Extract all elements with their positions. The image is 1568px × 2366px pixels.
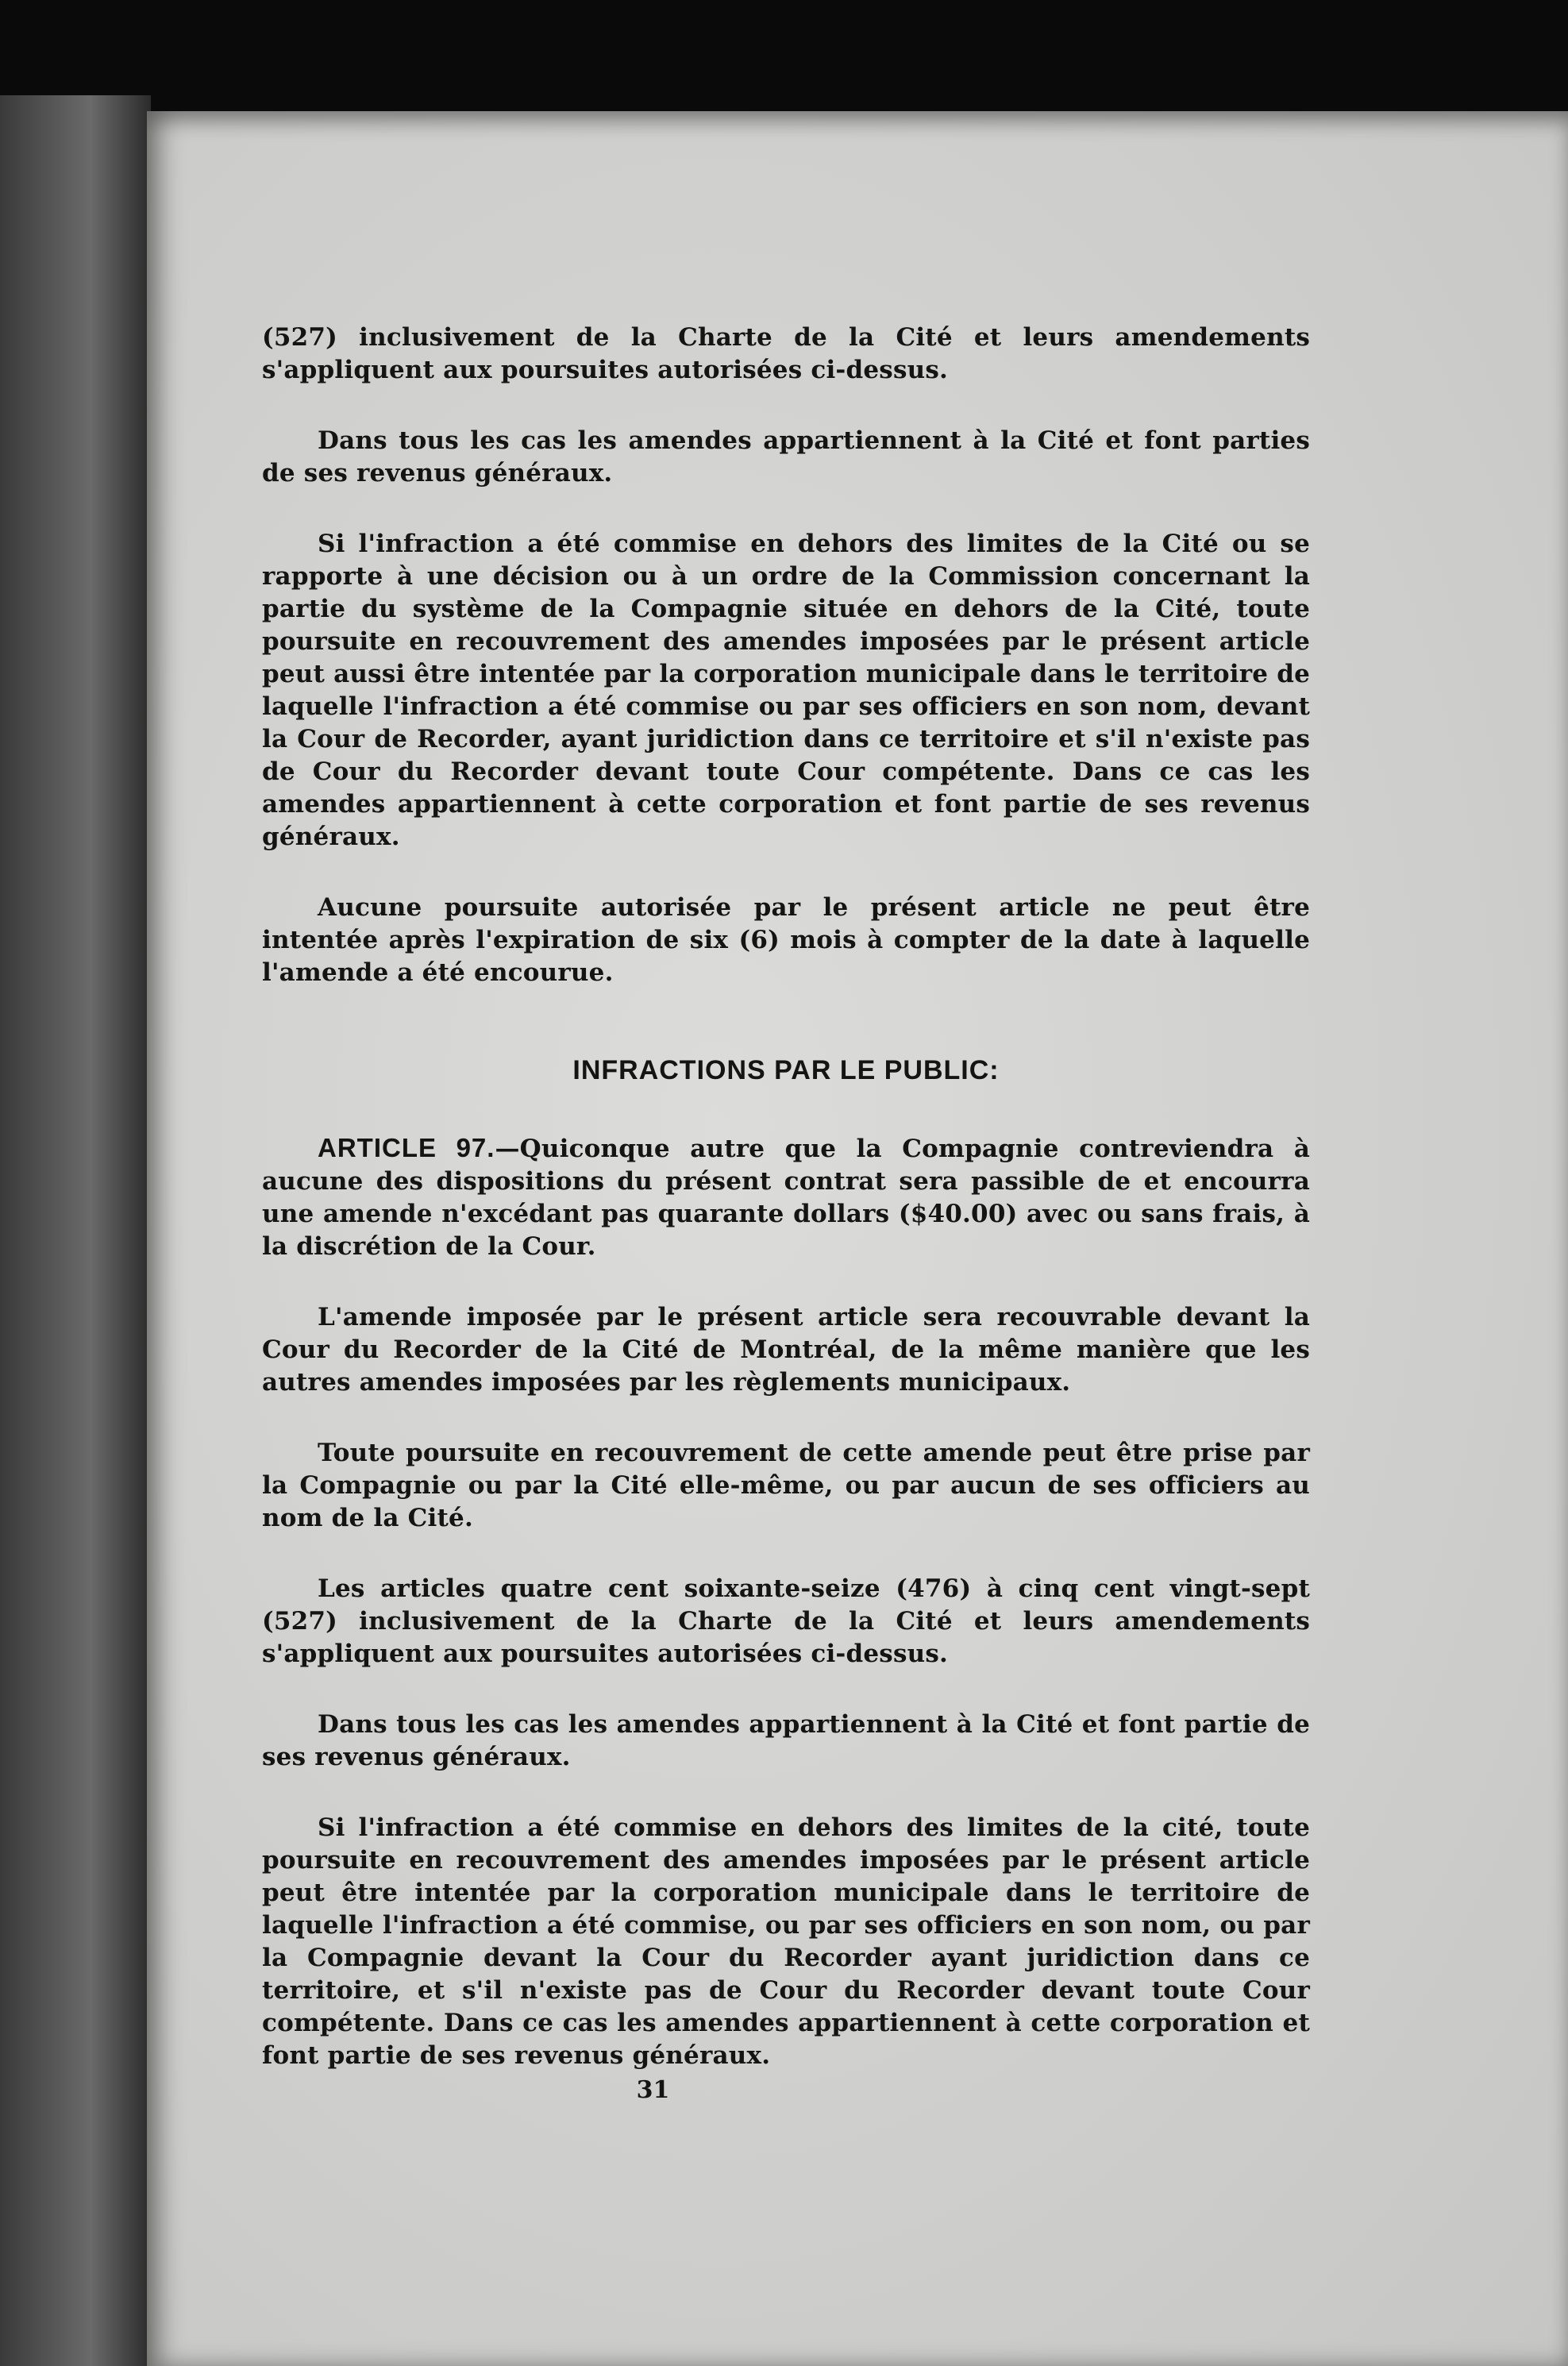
paragraph: Toute poursuite en recouvrement de cette amende peut être prise par la Compagnie ou par la Cité elle-même, ou par aucun de ses officiers au nom de la Cité. (262, 1439, 1310, 1532)
paragraph: L'amende imposée par le présent article sera recouvrable devant la Cour du Recorder de la Cité de Montréal, de la même manière que les autres amendes imposées par les règlements municipaux. (262, 1303, 1310, 1397)
paragraph: (527) inclusivement de la Charte de la Cité et leurs amendements s'appliquent aux poursuites autorisées ci-dessus. (262, 323, 1310, 384)
paragraph: Si l'infraction a été commise en dehors des limites de la cité, toute poursuite en recouvrement des amendes imposées par le présent article peut être intentée par la corporation municipale dans le territoire de laquelle l'infraction a été commise, ou par ses officiers en son nom, ou par la Compagnie devant la Cour du Recorder ayant juridiction dans ce territoire, et s'il n'existe pas de Cour du Recorder devant toute Cour compétente. Dans ce cas les amendes appartiennent à cette corporation et font partie de ses revenus généraux. (262, 1813, 1310, 2070)
page-number: 31 (636, 2076, 670, 2104)
paragraph: Dans tous les cas les amendes appartiennent à la Cité et font parties de ses revenus généraux. (262, 426, 1310, 487)
article-paragraph (262, 1131, 1310, 1263)
paragraph: Les articles quatre cent soixante-seize (476) à cinq cent vingt-sept (527) inclusivement de la Charte de la Cité et leurs amendements s'appliquent aux poursuites autorisées ci-dessus. (262, 1574, 1310, 1668)
article-label: ARTICLE 97. (318, 1133, 495, 1162)
section-heading: INFRACTIONS PAR LE PUBLIC: (572, 1055, 1000, 1085)
document-body (262, 322, 1310, 2110)
paragraph: Dans tous les cas les amendes appartiennent à la Cité et font partie de ses revenus généraux. (262, 1710, 1310, 1771)
paragraph: Si l'infraction a été commise en dehors des limites de la Cité ou se rapporte à une décision ou à un ordre de la Commission concernant la partie du système de la Compagnie située en dehors de la Cité, toute poursuite en recouvrement des amendes imposées par le présent article peut aussi être intentée par la corporation municipale dans le territoire de laquelle l'infraction a été commise ou par ses officiers en son nom, devant la Cour de Recorder, ayant juridiction dans ce territoire et s'il n'existe pas de Cour du Recorder devant toute Cour compétente. Dans ce cas les amendes appartiennent à cette corporation et font partie de ses revenus généraux. (262, 530, 1310, 851)
paragraph: Aucune poursuite autorisée par le présent article ne peut être intentée après l'expiration de six (6) mois à compter de la date à laquelle l'amende a été encourue. (262, 893, 1310, 987)
article-text: —Quiconque autre que la Compagnie contreviendra à aucune des dispositions du présent contrat sera passible de et encourra une amende n'excédant pas quarante dollars ($40.00) avec ou sans frais, à la discrétion de la Cour. (262, 1135, 1310, 1261)
book-edge (0, 95, 151, 2366)
